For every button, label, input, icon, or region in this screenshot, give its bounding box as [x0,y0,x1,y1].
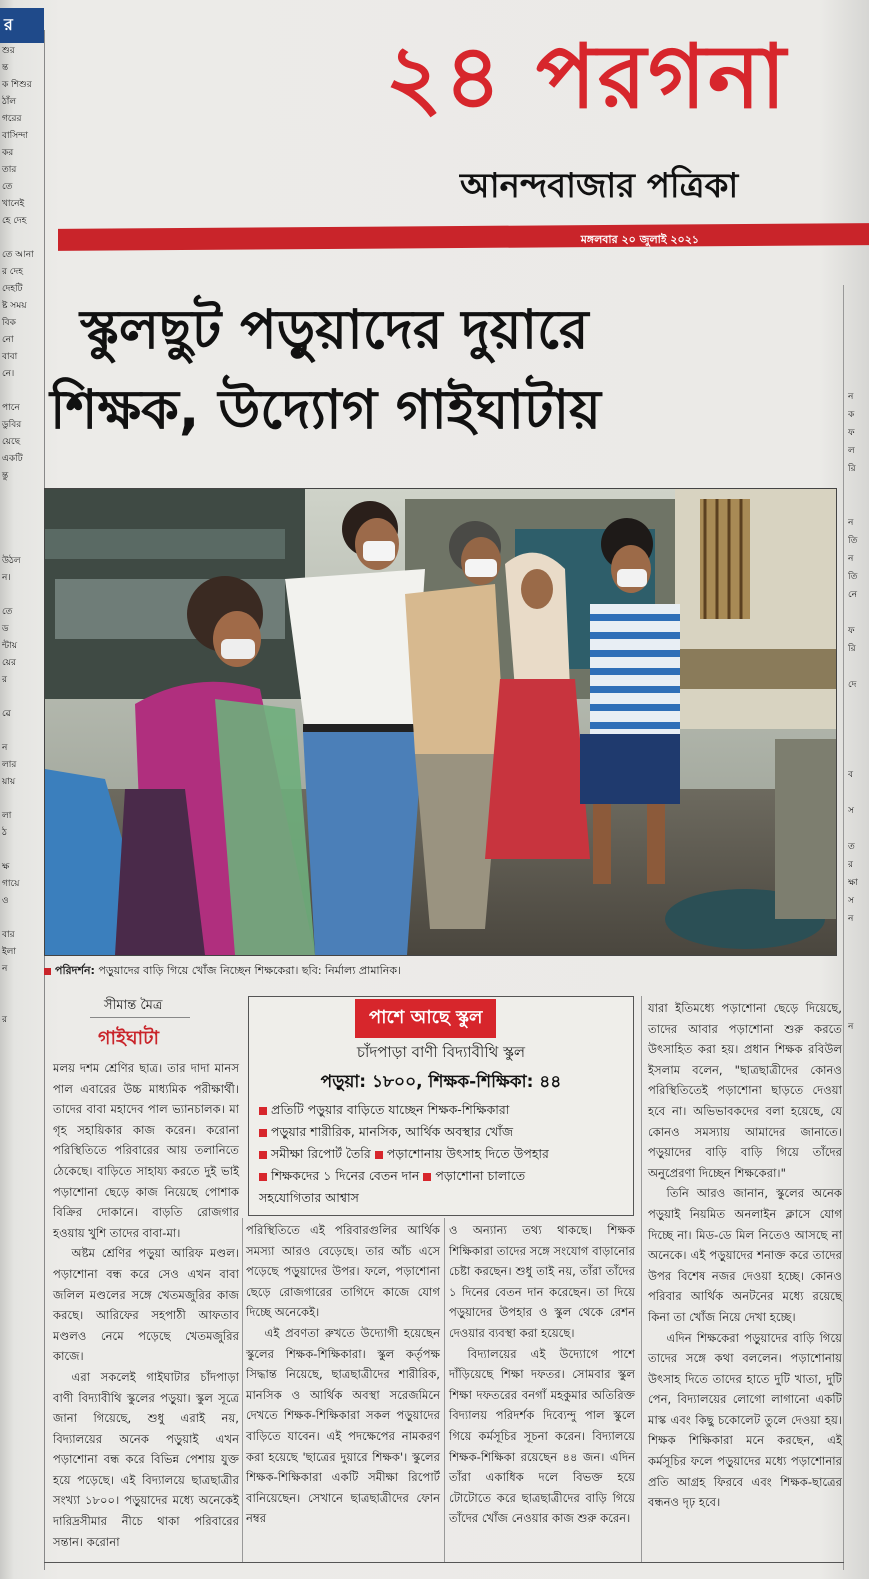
school-name: চাঁদপাড়া বাণী বিদ্যাবীথি স্কুল [356,1043,526,1061]
column-fragment: পানে [2,403,20,413]
list-item [259,1099,549,1121]
column-fragment [0,519,44,536]
bullet-square-icon [259,1173,267,1181]
column-fragment: হে দেহ [2,216,27,226]
dateline-place: গাইঘাটা [98,1027,159,1049]
info-box-title: পাশে আছে স্কুল [355,999,496,1038]
column-fragment: বাসিন্দা [2,131,28,141]
column-fragment: ন্তু [2,471,9,481]
column-fragment: নে [848,590,858,600]
column-fragment [848,280,869,298]
info-box [248,996,634,1216]
list-item [259,1143,549,1165]
list-item-text: পড়াশোনায় উৎসাহ দিতে উপহার [386,1146,549,1161]
author-byline: সীমান্ত মৈত্র [104,998,163,1013]
page-bottom-rule [44,1562,844,1563]
column-fragment: বাবা [2,352,18,362]
column-fragment [848,1036,869,1054]
left-adjacent-column [0,0,44,1579]
column-fragment [848,1162,869,1180]
column-fragment [848,694,869,712]
column-fragment: উঠল [2,556,21,566]
column-fragment [848,1180,869,1198]
column-fragment [0,1046,44,1063]
news-photo-illustration [45,489,836,955]
column-fragment [848,298,869,316]
column-fragment [848,1072,869,1090]
issue-date: মঙ্গলবার ২০ জুলাই ২০২১ [580,233,699,246]
column-fragment [848,352,869,370]
column-fragment [848,946,869,964]
paragraph: যারা ইতিমধ্যে পড়াশোনা ছেড়ে দিয়েছে, তাদের আবার পড়াশোনা শুরু করতে উৎসাহিত করা হয়। প্রধান শিক্ষক রবিউল ইসলাম বলেন, "ছাত্রছাত্রীদের কোনও পরিস্থিতিতেই পড়াশোনা ছাড়তে দেওয়া হবে না। অভিভাবকদের বলা হয়েছে, যে কোনও সমস্যায় আমাদের জানাতে। পড়ুয়াদের বাড়ি বাড়ি গিয়ে তাঁদের অনুপ্রেরণা দিচ্ছেন শিক্ষকেরা।" [648,1001,842,1180]
headline-line-1: স্কুলছুট পড়ুয়াদের দুয়ারে [80,298,589,361]
column-fragment [0,910,44,927]
column-fragment: স [848,806,854,816]
bullet-square-icon [259,1107,267,1115]
left-section-tab: র [0,8,44,43]
column-fragment [0,842,44,859]
column-fragment [848,712,869,730]
column-fragment: ব [848,770,854,780]
column-fragment: ন [848,554,854,564]
column-fragment: র [2,675,7,685]
column-fragment [0,1131,44,1148]
caption-marker [44,968,51,975]
column-fragment [0,978,44,995]
column-fragment: ক শিশুর [2,80,32,90]
news-photo [44,488,837,956]
paragraph: মলয় দশম শ্রেণির ছাত্র। তার দাদা মানস পাল এবারের উচ্চ মাধ্যমিক পরীক্ষার্থী। তাদের বাবা মহাদেব পাল ভ্যানচালক। মা গৃহ সহায়িকার কাজ করেন। করোনা পরিস্থিতিতে পরিবারের আয় তলানিতে ঠেকেছে। বাড়িতে সাহায্য করতে দুই ভাই পড়াশোনা ছেড়ে কাজ নিয়েছে পোশাক বিক্রির দোকানে। বাড়তি রোজগার হওয়ায় খুশি তাদের বাবা-মা। [53,1061,239,1240]
column-fragment [0,723,44,740]
column-fragment [0,1114,44,1131]
article-column-3 [449,1220,635,1529]
column-fragment: একটি [2,454,23,464]
column-fragment [0,502,44,519]
column-fragment: রি [848,464,856,474]
masthead-rule [58,223,869,251]
column-fragment: দেহটি [2,284,23,294]
bullet-square-icon [375,1151,383,1159]
column-fragment: ফ [848,428,855,438]
column-fragment [0,230,44,247]
paragraph: এই প্রবণতা রুখতে উদ্যোগী হয়েছেন স্কুলের শিক্ষক-শিক্ষিকারা। স্কুল কর্তৃপক্ষ সিদ্ধান্ত নিয়েছে, ছাত্রছাত্রীদের শারীরিক, মানসিক ও আর্থিক অবস্থা সরেজমিনে দেখতে শিক্ষক-শিক্ষিকারা সকল পড়ুয়াদের বাড়িতে যাবেন। এই পদক্ষেপের নামকরণ করা হয়েছে 'ছাত্রের দুয়ারে শিক্ষক'। স্কুলের শিক্ষক-শিক্ষিকারা একটি সমীক্ষা রিপোর্ট বানিয়েছেন। সেখানে ছাত্রছাত্রীদের ফোন নম্বর [246,1325,440,1526]
column-fragment: ৱে [2,709,11,719]
column-fragment [848,730,869,748]
column-fragment [848,1054,869,1072]
column-divider [444,1218,445,1562]
column-fragment: গরের [2,114,22,124]
caption-text: পড়ুয়াদের বাড়ি গিয়ে খোঁজ নিচ্ছেন শিক্ষকেরা। ছবি: নির্মাল্য প্রামানিক। [94,964,401,977]
column-fragment [0,587,44,604]
right-adjacent-column [848,280,869,1570]
column-fragment: ন [848,518,854,528]
column-fragment [848,1144,869,1162]
column-fragment: ফ [848,626,855,636]
column-fragment: র দেহ [2,267,23,277]
column-fragment [848,370,869,388]
column-fragment: ঠ [2,828,7,838]
column-fragment: ক [848,410,855,420]
column-fragment: র [2,1015,7,1025]
headline-line-2: শিক্ষক, উদ্যোগ গাইঘাটায় [50,378,601,441]
column-fragment: তি [848,536,858,546]
column-fragment: র [848,860,853,870]
column-fragment: ইলা [2,947,16,957]
column-fragment: তি [848,572,858,582]
paragraph: অষ্টম শ্রেণির পড়ুয়া আরিফ মণ্ডল। পড়াশোনা বন্ধ করে সেও এখন বাবা জলিল মণ্ডলের সঙ্গে খেতমজুরির কাজ করছে। আরিফের সহপাঠী আফতাব মণ্ডলও নেমে পড়েছে খেতমজুরির কাজে। [53,1246,239,1364]
column-fragment: স [848,896,854,906]
column-fragment [0,1063,44,1080]
column-fragment [848,1108,869,1126]
column-fragment: ন [848,914,854,924]
column-fragment: গায়ে [2,879,20,889]
paragraph: তিনি আরও জানান, স্কুলের অনেক পড়ুয়াই নিয়মিত অনলাইন ক্লাসে যোগ দিচ্ছে না। মিড-ডে মিল নিতেও আসছে না অনেকে। এই পড়ুয়াদের শনাক্ত করে তাদের উপর বিশেষ নজর দেওয়া হচ্ছে। কোনও পরিবার আর্থিক অনটনের মধ্যে রয়েছে কিনা তা খোঁজ নিয়ে দেখা হচ্ছে। [648,1186,842,1324]
column-fragment [848,316,869,334]
column-fragment: ড [2,624,9,634]
list-item-text: পড়াশোনা চালাতে [435,1168,526,1183]
column-fragment: লার [2,760,17,770]
list-item [259,1187,549,1209]
left-column-text [0,43,44,1165]
column-fragment: ও [2,896,9,906]
column-fragment: য়েছে [2,437,21,447]
list-item-text: সমীক্ষা রিপোর্ট তৈরি [271,1146,371,1161]
column-fragment [0,1080,44,1097]
right-column-text [848,280,869,1216]
column-fragment [0,689,44,706]
article-column-4 [648,998,842,1513]
article-column-1 [53,1058,239,1552]
column-fragment [848,748,869,766]
column-fragment [848,1000,869,1018]
newspaper-name: আনন্দবাজার পত্রিকা [460,166,739,206]
column-fragment: য়ায় [2,777,16,787]
column-fragment: ত [848,842,855,852]
column-fragment [848,478,869,496]
headline [50,290,840,450]
list-item-text: প্রতিটি পড়ুয়ার বাড়িতে যাচ্ছেন শিক্ষক-শিক্ষিকারা [271,1102,510,1117]
column-fragment [848,1090,869,1108]
column-divider [843,285,844,1570]
column-fragment: য়ের [2,658,16,668]
column-fragment: কর [2,148,14,158]
column-fragment [0,485,44,502]
caption-label: পরিদর্শন: [55,964,95,977]
column-fragment: ল [848,446,855,456]
column-fragment [0,383,44,400]
column-fragment: ন [2,743,8,753]
paragraph: ও অন্যান্য তথ্য থাকছে। শিক্ষক শিক্ষিকারা তাদের সঙ্গে সংযোগ বাড়ানোর চেষ্টা করছেন। শুধু তাই নয়, তাঁরা তাঁদের ১ দিনের বেতন দান করেছেন। তা দিয়ে পড়ুয়াদের উপহার ও স্কুল থেকে রেশন দেওয়ার ব্যবস্থা করা হয়েছে। [449,1223,635,1340]
column-fragment [848,784,869,802]
column-fragment [848,982,869,1000]
bullet-square-icon [259,1129,267,1137]
column-fragment: বার [2,930,15,940]
column-fragment: তে [2,607,13,617]
paragraph: বিদ্যালয়ের এই উদ্যোগে পাশে দাঁড়িয়েছে শিক্ষা দফতর। সোমবার স্কুল শিক্ষা দফতরের বনগাঁ মহকুমার অতিরিক্ত বিদ্যালয় পরিদর্শক দিব্যেন্দু পাল স্কুলে গিয়ে কর্মসূচির সূচনা করেন। বিদ্যালয়ে শিক্ষক-শিক্ষিকা রয়েছেন ৪৪ জন। এদিন তাঁরা একাধিক দলে বিভক্ত হয়ে টোটোতে করে ছাত্রছাত্রীদের বাড়ি গিয়ে তাঁদের খোঁজ নেওয়ার কাজ শুরু করেন। [449,1346,635,1526]
column-fragment: ডুবির [2,420,22,430]
school-stats: পড়ুয়া: ১৮০০, শিক্ষক-শিক্ষিকা: ৪৪ [320,1072,562,1092]
list-item-text: পড়ুয়ার শারীরিক, মানসিক, আর্থিক অবস্থার খোঁজ [271,1124,514,1139]
section-masthead: ২৪ পরগনা [385,24,788,128]
column-fragment [848,658,869,676]
column-fragment: ক্ষা [848,878,858,888]
list-item [259,1165,549,1187]
column-fragment: শুর [2,46,15,56]
column-divider [242,1218,243,1562]
byline-divider [90,1017,190,1018]
column-fragment [848,1198,869,1216]
column-fragment: তার [2,165,17,175]
column-fragment [848,496,869,514]
column-fragment: ন। [2,573,11,583]
info-box-list [259,1099,549,1209]
column-fragment [848,928,869,946]
column-fragment: ন [848,1022,854,1032]
list-item-text: শিক্ষকদের ১ দিনের বেতন দান [271,1168,420,1183]
article-column-2 [246,1220,440,1529]
column-fragment [0,791,44,808]
column-fragment [848,334,869,352]
column-fragment [848,604,869,622]
column-fragment [848,1126,869,1144]
column-fragment: রি [848,644,856,654]
column-fragment: ন [848,392,854,402]
bullet-square-icon [423,1173,431,1181]
column-fragment [848,820,869,838]
column-fragment [0,536,44,553]
column-fragment [0,995,44,1012]
paragraph: এদিন শিক্ষকেরা পড়ুয়াদের বাড়ি গিয়ে তাদের সঙ্গে কথা বললেন। পড়াশোনায় উৎসাহ দিতে তাদের হাতে দুটি খাতা, দুটি পেন, বিদ্যালয়ের লোগো লাগানো একটি মাস্ক এবং কিছু চকোলেট তুলে দেওয়া হয়। শিক্ষক শিক্ষিকারা মনে করছেন, এই কর্মসূচির ফলে পড়ুয়াদের মধ্যে পড়াশোনার প্রতি আগ্রহ ফিরবে এবং শিক্ষক-ছাত্রের বন্ধনও দৃঢ় হবে। [648,1330,842,1510]
paragraph: এরা সকলেই গাইঘাটার চাঁদপাড়া বাণী বিদ্যাবীথি স্কুলের পড়ুয়া। স্কুল সূত্রে জানা গিয়েছে, শুধু এরাই নয়, বিদ্যালয়ের অনেক পড়ুয়াই এখন পড়াশোনা বন্ধ করে বিভিন্ন পেশায় যুক্ত হয়ে পড়েছে। এই বিদ্যালয়ে ছাত্রছাত্রীর সংখ্যা ১৮০০। পড়ুয়াদের মধ্যে অনেকেই দারিদ্রসীমার নীচে থাকা পরিবারের সন্তান। করোনা [53,1369,239,1549]
column-fragment [0,1097,44,1114]
column-fragment: ন্টায় [2,641,17,651]
column-fragment: ষ্ট সময় [2,301,27,311]
paragraph: পরিস্থিতিতে এই পরিবারগুলির আর্থিক সমস্যা আরও বেড়েছে। তার আঁচ এসে পড়েছে পড়ুয়াদের উপর। ফলে, পড়াশোনা ছেড়ে রোজগারের তাগিদে কাজে যোগ দিচ্ছে অনেকেই। [246,1223,440,1320]
list-item-text: সহযোগিতার আশ্বাস [259,1190,359,1205]
list-item [259,1121,549,1143]
column-fragment: তে আনা [2,250,34,260]
column-fragment: লা [2,811,12,821]
bullet-square-icon [259,1151,267,1159]
column-fragment: দে [848,680,857,690]
column-fragment [848,964,869,982]
column-fragment: নো [2,335,14,345]
photo-caption [44,962,834,981]
column-fragment: ঠাঁল [2,97,17,107]
column-fragment: নে। [2,369,15,379]
column-divider [641,996,642,1562]
column-fragment: ন্ত [2,63,9,73]
column-fragment: ন [2,964,8,974]
column-fragment: খানেই [2,199,25,209]
column-fragment: তে [2,182,13,192]
column-fragment: বিক [2,318,16,328]
column-fragment [0,1148,44,1165]
column-fragment: ক্ষ [2,862,10,872]
column-fragment [0,1029,44,1046]
